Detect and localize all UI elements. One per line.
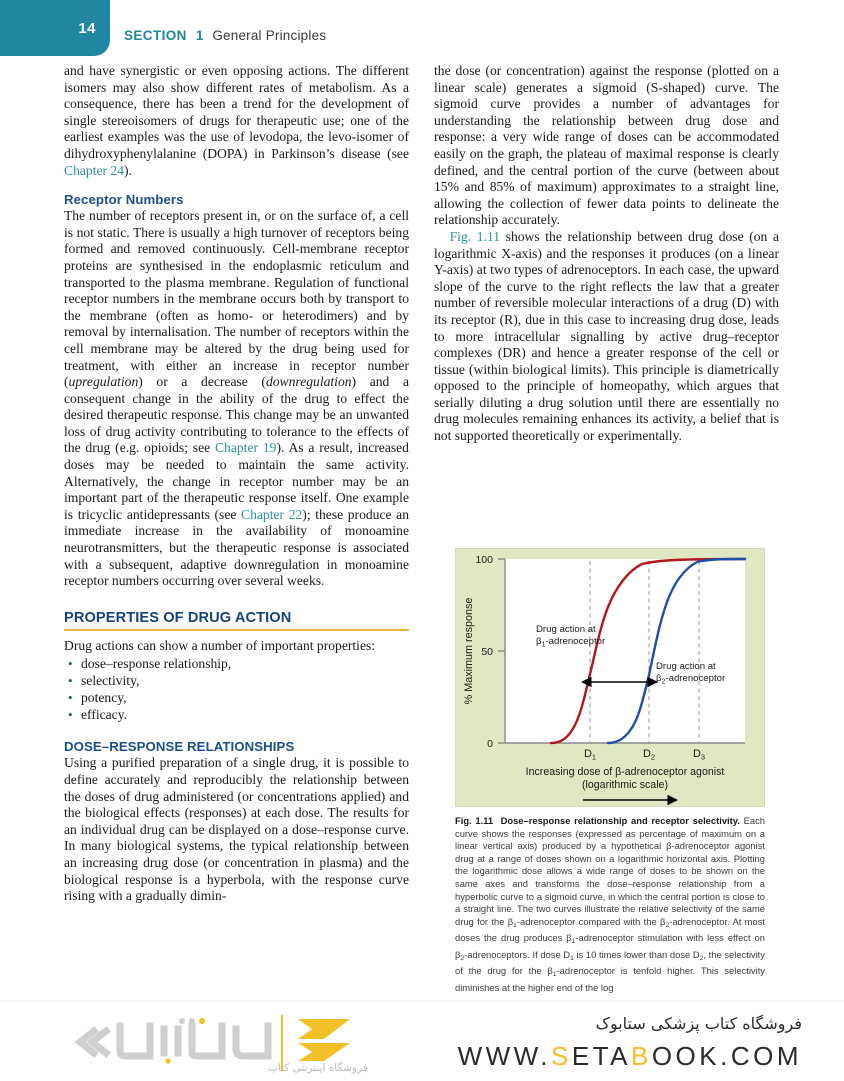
figure-1-11 (455, 548, 765, 994)
x-tick-label-d3: $D_3$ (692, 748, 706, 762)
para-text: The number of receptors present in, or on the surface of, a cell is not static. There is usually a high turnover of receptors being formed and removed continuously. Cell-membrane receptor proteins are synthesised in the endoplasmic reticulum and transported to the plasma membrane. Regulation of functional receptor numbers in the membrane occurs both by transport to the membrane (often as homo- or heterodimers) and by removal by internalisation. The number of receptors within the cell membrane may be altered by the drug being used for treatment, with either an increase in receptor number ( (64, 208, 409, 390)
logo-dot (189, 1018, 195, 1024)
caption-label: Fig. 1.11 (455, 815, 494, 826)
para-text: shows the relationship between drug dose (on a logarithmic X-axis) and the responses it produces (on a linear Y-axis) at two types of adrenoceptors. In each case, the upward slope of the curve to the right reflects the law that a greater number of reversible molecular interactions of a drug (D) with its receptor (R), due in this case to increasing drug dose, leads to more intracellular signalling by active drug–receptor complexes (DR) and hence a greater response of the cell or tissue (within biological limits). This principle is diametrically opposed to the principle of homeopathy, which argues that serially diluting a drug solution until there are essentially no drug molecules remaining enhances its activity, a belief that is not supported theoretically or experimentally. (434, 228, 779, 444)
url-segment: WWW. (457, 1041, 551, 1071)
logo-dot-accent (165, 1058, 170, 1063)
caption-body: -adrenoceptor. At most doses the drug produces β (455, 915, 765, 944)
caption-body: -adrenoceptor compared with the β (516, 915, 666, 927)
caption-sub: 2 (460, 954, 465, 962)
caption-body: , the selectivity of the drug for the β (455, 948, 765, 977)
list-item: • efficacy. (81, 706, 409, 723)
figure-image (455, 548, 765, 807)
term-downregulation: downregulation (265, 374, 352, 390)
caption-sub: 1 (571, 938, 576, 946)
url-segment: ETA (571, 1041, 631, 1071)
term-upregulation: upregulation (68, 374, 139, 390)
url-highlight-s: S (551, 1041, 572, 1071)
left-column (64, 63, 409, 905)
right-column (434, 63, 779, 445)
para-text-tail: ). (124, 162, 132, 178)
paragraph-stereoisomers (64, 63, 409, 179)
chapter-19-xref[interactable]: Chapter 19 (214, 440, 277, 456)
x-axis-title-line2: (logarithmic scale) (582, 779, 668, 791)
paragraph-drug-action-properties: Drug actions can show a number of important properties: (64, 637, 376, 653)
brand-url[interactable] (458, 1041, 802, 1072)
logo-tagline: فروشگاه اینترنتی کتاب (268, 1062, 368, 1074)
para-text: ). As a result, increased doses may be needed to maintain the same activity. Alternatively, the change in receptor number may be an important part of the therapeutic response itself. One example is tricyclic antidepressants (see (64, 440, 409, 522)
caption-body: is 10 times lower than dose D (573, 948, 700, 960)
logo-chevron-icon (298, 1019, 350, 1061)
para-text: ); these produce an immediate increase in the availability of monoamine neurotransmitters, but the therapeutic response is associated with a subsequent, adaptive downregulation in monoamine receptor numbers occurring over several weeks. (64, 506, 409, 589)
header-section-title: General Principles (212, 28, 327, 43)
annotation-beta2-line1: Drug action at (656, 661, 716, 672)
chapter-22-xref[interactable]: Chapter 22 (241, 506, 303, 522)
running-header (124, 28, 326, 50)
caption-body: Each curve shows the responses (expressed as percentage of maximum on a linear vertical axis) produced by a hypothetical β-adrenoceptor agonist drug at a range of doses shown on a logarithmic horizontal axis. Plotting the logarithmic dose allows a wide range of doses to be shown on the same axes and transforms the dose–response relationship from a hyperbolic curve to a sigmoid curve, in which the central portion is close to a straight line. The two curves illustrate the relative selectivity of the same drug for the β (455, 815, 765, 927)
annotation-beta1-line2: $\beta_1$-adrenoceptor (536, 636, 606, 649)
caption-title: Dose–response relationship and receptor selectivity. (500, 815, 740, 826)
logo-graphic (72, 1009, 372, 1075)
setabook-logo[interactable] (72, 1009, 372, 1075)
header-section-number: 1 (195, 28, 204, 43)
chapter-24-xref[interactable]: Chapter 24 (64, 162, 125, 178)
drug-action-properties-list (64, 655, 409, 723)
annotation-beta1-line1: Drug action at (536, 624, 596, 635)
footer-watermark-band (0, 1000, 844, 1081)
list-item: • dose–response relationship, (81, 655, 409, 672)
caption-body: -adrenoceptors. If dose D (464, 948, 571, 960)
heading-properties-of-drug-action: PROPERTIES OF DRUG ACTION (64, 610, 409, 631)
caption-sub: 1 (552, 971, 557, 979)
list-item: • potency, (81, 689, 409, 706)
y-axis-title: % Maximum response (463, 597, 475, 705)
paragraph-sigmoid-curve: the dose (or concentration) against the response (plotted on a linear scale) generates a sigmoid (S-shaped) curve. The sigmoid curve provides a number of advantages for understanding the relationship between drug dose and response: a very wide range of doses can be accommodated easily on the graph, the plateau of maximal response is clearly defined, and the central portion of the curve (between about 15% and 85% of maximum) approximates to a straight line, allowing the collection of fewer data points to delineate the relationship accurately. (434, 63, 779, 228)
figure-caption (455, 815, 765, 994)
brand-persian-title: فروشگاه کتاب پزشکی ستابوک (595, 1014, 802, 1033)
caption-sub: 1 (513, 921, 517, 929)
x-tick-label-d1: $D_1$ (583, 748, 597, 762)
header-section-word: SECTION (124, 28, 187, 43)
logo-dot (179, 1018, 185, 1024)
chart-plot-area (505, 559, 745, 743)
caption-sub: 2 (699, 954, 704, 962)
caption-body: -adrenoceptor is tenfold higher. This selectivity diminishes at the higher end of the log (455, 965, 765, 993)
fig-1-11-xref[interactable]: Fig. 1.11 (449, 228, 501, 244)
footer-brand-block (458, 1013, 802, 1072)
y-tick-label-0: 0 (487, 738, 493, 750)
url-highlight-b: B (630, 1041, 652, 1071)
para-text: ) and a consequent change in the ability of the drug to effect the desired therapeutic response. This change may be an unwanted loss of drug activity contributing to tolerance to the effects of the drug (e.g. opioids; see (64, 374, 409, 456)
paragraph-fig-reference (434, 229, 779, 445)
heading-dose-response-relationships: DOSE–RESPONSE RELATIONSHIPS (64, 739, 295, 755)
caption-body: -adrenoceptor stimulation with less effect on β (455, 932, 765, 960)
caption-sub: 2 (665, 921, 670, 929)
para-text: and have synergistic or even opposing actions. The different isomers may also show different rates of metabolism. As a consequence, there has been a trend for the development of single stereoisomers of drugs for therapeutic use; one of the earliest examples was the use of levodopa, the levo-isomer of dihydroxyphenylalanine (DOPA) in Parkinson’s disease (see (64, 63, 409, 161)
y-tick-label-100: 100 (475, 554, 493, 566)
x-tick-label-d2: $D_2$ (642, 748, 656, 762)
annotation-beta2-line2: $\beta_2$-adrenoceptor (656, 673, 726, 686)
y-tick-label-50: 50 (481, 646, 493, 658)
caption-sub: 1 (570, 954, 574, 962)
para-text: ) or a decrease ( (138, 374, 266, 390)
list-item: • selectivity, (81, 672, 409, 689)
heading-receptor-numbers: Receptor Numbers (64, 192, 184, 208)
x-axis-title-line1: Increasing dose of β-adrenoceptor agonist (525, 766, 725, 778)
logo-dot-accent (199, 1018, 205, 1024)
paragraph-dose-response: Using a purified preparation of a single drug, it is possible to define accurately and reproducibly the relationship between the doses of drug administered (or concentrations applied) and the biological effects (responses) at each dose. The results for an individual drug can be displayed on a dose–response curve. In many biological systems, the typical relationship between an increasing drug dose (or concentration in plasma) and the biological response is a hyperbola, with the response curve rising with a gradually dimin- (64, 755, 409, 904)
url-segment: OOK.COM (651, 1041, 802, 1071)
logo-wordmark-shape (80, 1026, 268, 1056)
page-number: 14 (78, 19, 96, 37)
dose-response-chart (456, 549, 764, 806)
paragraph-receptor-numbers (64, 208, 409, 590)
